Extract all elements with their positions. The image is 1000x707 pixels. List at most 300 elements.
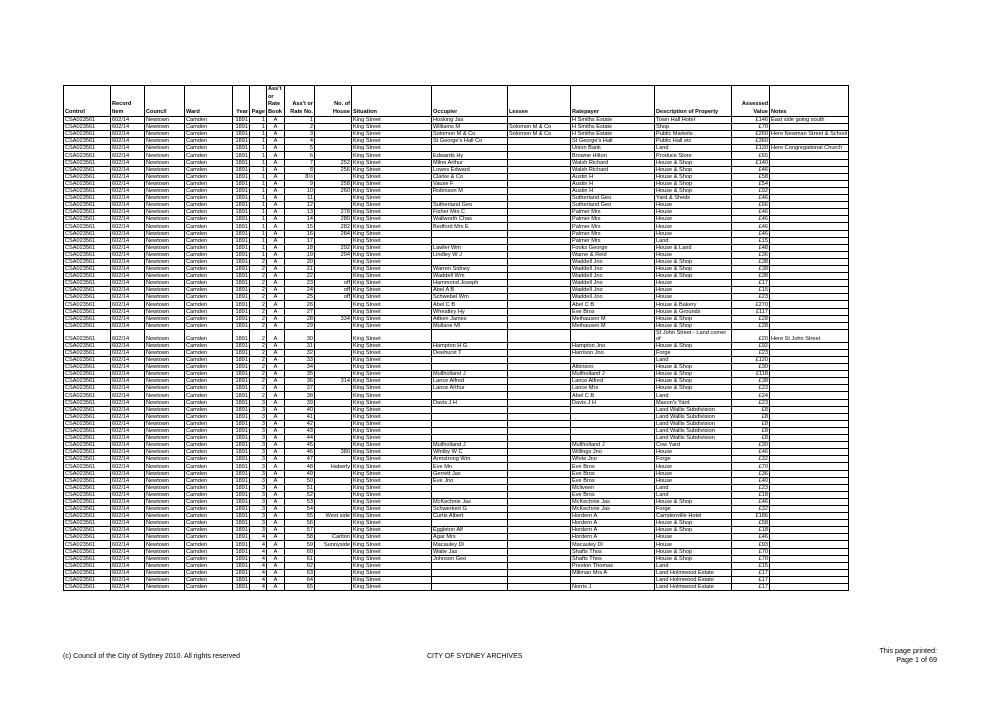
table-cell: CSA023561 xyxy=(64,456,111,463)
table-cell: Solomon M & Co xyxy=(508,124,571,131)
table-cell: King Street xyxy=(352,145,432,152)
table-cell: A xyxy=(267,491,285,498)
table-cell: Newtown xyxy=(145,216,185,223)
table-cell: off xyxy=(315,294,352,301)
table-cell: 602/14 xyxy=(111,195,145,202)
table-row xyxy=(64,442,849,449)
table-cell: Harrison Jno xyxy=(571,349,655,356)
table-cell: 4 xyxy=(250,569,267,576)
table-cell: 602/14 xyxy=(111,322,145,329)
table-cell xyxy=(315,152,352,159)
table-cell: King Street xyxy=(352,230,432,237)
table-cell: House xyxy=(655,449,732,456)
table-cell: Camden xyxy=(185,399,233,406)
table-cell xyxy=(770,223,849,230)
table-cell xyxy=(508,378,571,385)
table-row xyxy=(64,392,849,399)
table-row xyxy=(64,166,849,173)
table-cell: 51 xyxy=(285,484,315,491)
table-cell: Newtown xyxy=(145,513,185,520)
column-header: Page xyxy=(250,86,267,117)
table-cell: A xyxy=(267,145,285,152)
table-cell: 62 xyxy=(285,562,315,569)
table-cell: A xyxy=(267,287,285,294)
table-cell xyxy=(508,357,571,364)
table-cell: Newtown xyxy=(145,308,185,315)
table-cell: Carlton xyxy=(315,534,352,541)
table-cell: Hordern A xyxy=(571,534,655,541)
table-cell: 602/14 xyxy=(111,449,145,456)
table-cell xyxy=(770,202,849,209)
table-cell: Here St John Street xyxy=(770,329,849,342)
table-cell: CSA023561 xyxy=(64,413,111,420)
table-cell xyxy=(315,420,352,427)
table-cell: 9 xyxy=(285,180,315,187)
table-cell xyxy=(508,527,571,534)
table-cell: 1891 xyxy=(233,378,250,385)
table-cell: King Street xyxy=(352,280,432,287)
table-cell xyxy=(770,456,849,463)
table-cell: King Street xyxy=(352,138,432,145)
table-cell: 1891 xyxy=(233,301,250,308)
table-cell: £140 xyxy=(732,159,770,166)
table-cell: £24 xyxy=(732,392,770,399)
table-cell: CSA023561 xyxy=(64,223,111,230)
table-cell: 1891 xyxy=(233,399,250,406)
table-cell: 1891 xyxy=(233,406,250,413)
table-row xyxy=(64,357,849,364)
table-cell: Newtown xyxy=(145,392,185,399)
table-cell: £38 xyxy=(732,258,770,265)
table-cell: 41 xyxy=(285,413,315,420)
table-cell xyxy=(770,349,849,356)
table-cell: Newtown xyxy=(145,244,185,251)
table-cell: Land xyxy=(655,145,732,152)
table-cell: 33 xyxy=(285,357,315,364)
table-cell: House & Bakery xyxy=(655,301,732,308)
table-cell: Abel C B xyxy=(571,301,655,308)
table-cell: King Street xyxy=(352,131,432,138)
table-cell xyxy=(432,491,508,498)
table-row xyxy=(64,435,849,442)
table-cell: Camden xyxy=(185,230,233,237)
table-cell: £23 xyxy=(732,349,770,356)
column-header: Ass't or Rate Book xyxy=(267,86,285,117)
table-cell: Sutherland Geo xyxy=(432,202,508,209)
table-cell: A xyxy=(267,449,285,456)
table-cell: Millman Mrs A xyxy=(571,569,655,576)
table-cell: 54 xyxy=(285,505,315,512)
table-cell: Land xyxy=(655,484,732,491)
table-cell: Camden xyxy=(185,498,233,505)
table-cell xyxy=(508,230,571,237)
table-cell: £38 xyxy=(732,378,770,385)
table-cell xyxy=(571,406,655,413)
table-cell: 1891 xyxy=(233,385,250,392)
table-cell: King Street xyxy=(352,427,432,434)
table-cell: 602/14 xyxy=(111,223,145,230)
table-cell: Mullane Ml xyxy=(432,322,508,329)
table-cell: Willings Jno xyxy=(571,449,655,456)
table-cell: 1891 xyxy=(233,357,250,364)
table-cell: Newtown xyxy=(145,152,185,159)
table-cell: King Street xyxy=(352,187,432,194)
table-cell: Camden xyxy=(185,342,233,349)
table-cell: Camden xyxy=(185,456,233,463)
table-cell: £186 xyxy=(732,513,770,520)
table-cell: Newtown xyxy=(145,491,185,498)
table-cell: King Street xyxy=(352,484,432,491)
table-cell: Forge xyxy=(655,456,732,463)
table-cell: 1891 xyxy=(233,534,250,541)
table-cell: Mullholland J xyxy=(571,371,655,378)
table-cell: 602/14 xyxy=(111,187,145,194)
table-cell: £17 xyxy=(732,569,770,576)
table-cell: 1 xyxy=(250,195,267,202)
table-row xyxy=(64,187,849,194)
header-row xyxy=(64,86,849,117)
table-cell: King Street xyxy=(352,308,432,315)
table-cell: 602/14 xyxy=(111,265,145,272)
table-cell: King Street xyxy=(352,534,432,541)
table-cell: House & Shop xyxy=(655,371,732,378)
table-cell xyxy=(508,145,571,152)
table-cell: A xyxy=(267,456,285,463)
table-cell: 28 xyxy=(285,315,315,322)
table-cell: 64 xyxy=(285,576,315,583)
table-cell: Land Wallis Subdivision xyxy=(655,413,732,420)
table-cell: 10 xyxy=(285,187,315,194)
table-cell xyxy=(770,322,849,329)
table-cell: £118 xyxy=(732,371,770,378)
table-cell: House & Shop xyxy=(655,548,732,555)
table-cell: A xyxy=(267,413,285,420)
table-cell: 13 xyxy=(285,209,315,216)
table-cell xyxy=(315,491,352,498)
table-cell: 2 xyxy=(250,280,267,287)
table-row xyxy=(64,322,849,329)
table-cell xyxy=(770,364,849,371)
table-cell: White Jno xyxy=(571,456,655,463)
table-cell xyxy=(770,392,849,399)
table-cell xyxy=(315,173,352,180)
table-cell xyxy=(508,456,571,463)
table-cell: 29 xyxy=(285,322,315,329)
table-cell: 1891 xyxy=(233,322,250,329)
table-cell: CSA023561 xyxy=(64,230,111,237)
table-cell: House xyxy=(655,477,732,484)
table-cell: Newtown xyxy=(145,287,185,294)
table-cell: A xyxy=(267,202,285,209)
page-info xyxy=(879,646,937,664)
table-cell xyxy=(508,413,571,420)
table-row xyxy=(64,258,849,265)
table-cell: King Street xyxy=(352,513,432,520)
table-cell: A xyxy=(267,477,285,484)
table-cell xyxy=(432,258,508,265)
table-cell: House & Shop xyxy=(655,258,732,265)
table-cell: King Street xyxy=(352,195,432,202)
table-cell: Newtown xyxy=(145,378,185,385)
table-cell xyxy=(315,562,352,569)
table-cell: 3 xyxy=(250,484,267,491)
table-cell: Camden xyxy=(185,470,233,477)
table-cell: A xyxy=(267,435,285,442)
table-cell: 1891 xyxy=(233,435,250,442)
table-cell: 602/14 xyxy=(111,569,145,576)
table-cell: 602/14 xyxy=(111,562,145,569)
table-cell xyxy=(508,237,571,244)
table-cell: Aitken James xyxy=(432,315,508,322)
table-cell: Waddell Jno xyxy=(571,280,655,287)
table-cell: £23 xyxy=(732,294,770,301)
table-cell: Camden xyxy=(185,258,233,265)
table-cell: Newtown xyxy=(145,505,185,512)
table-row xyxy=(64,513,849,520)
table-cell: 3 xyxy=(250,406,267,413)
table-cell: 1891 xyxy=(233,520,250,527)
table-cell: A xyxy=(267,484,285,491)
table-cell xyxy=(508,138,571,145)
table-row xyxy=(64,378,849,385)
table-cell: A xyxy=(267,427,285,434)
table-cell xyxy=(315,124,352,131)
table-cell: CSA023561 xyxy=(64,138,111,145)
table-cell: House xyxy=(655,463,732,470)
table-cell: CSA023561 xyxy=(64,534,111,541)
table-cell: £260 xyxy=(732,131,770,138)
table-row xyxy=(64,180,849,187)
table-cell: 1 xyxy=(250,152,267,159)
table-cell: £46 xyxy=(732,449,770,456)
copyright-notice: (c) Council of the City of Sydney 2010. All rights reserved xyxy=(63,653,241,660)
table-cell: 1891 xyxy=(233,117,250,124)
table-cell: A xyxy=(267,378,285,385)
table-row xyxy=(64,173,849,180)
table-cell: £54 xyxy=(732,180,770,187)
table-row xyxy=(64,230,849,237)
table-cell: A xyxy=(267,237,285,244)
table-cell xyxy=(315,357,352,364)
table-row xyxy=(64,576,849,583)
table-cell: Newtown xyxy=(145,371,185,378)
table-cell: 260 xyxy=(315,187,352,194)
table-cell: House xyxy=(655,230,732,237)
table-cell: Land Holmwood Estate xyxy=(655,569,732,576)
table-cell: 602/14 xyxy=(111,420,145,427)
table-cell xyxy=(508,406,571,413)
table-cell: House xyxy=(655,251,732,258)
table-cell: Camden xyxy=(185,209,233,216)
table-cell: 602/14 xyxy=(111,273,145,280)
table-cell: Browne Hilton xyxy=(571,152,655,159)
table-cell: A xyxy=(267,329,285,342)
table-cell: Camden xyxy=(185,159,233,166)
table-cell: Land xyxy=(655,357,732,364)
table-cell: A xyxy=(267,265,285,272)
table-cell xyxy=(315,498,352,505)
table-cell: £18 xyxy=(732,527,770,534)
table-cell: CSA023561 xyxy=(64,265,111,272)
table-cell xyxy=(508,371,571,378)
table-cell: Newtown xyxy=(145,237,185,244)
table-cell: Camden xyxy=(185,449,233,456)
table-cell: Newtown xyxy=(145,251,185,258)
table-cell xyxy=(315,584,352,591)
table-cell: King Street xyxy=(352,180,432,187)
table-cell: A xyxy=(267,527,285,534)
table-cell: Preston Thomas xyxy=(571,562,655,569)
table-cell: 57 xyxy=(285,527,315,534)
table-cell: 602/14 xyxy=(111,427,145,434)
table-cell xyxy=(770,187,849,194)
table-cell: £46 xyxy=(732,209,770,216)
table-cell xyxy=(315,456,352,463)
table-cell xyxy=(508,209,571,216)
table-cell: Newtown xyxy=(145,322,185,329)
column-header: Ward xyxy=(185,86,233,117)
table-cell: 60 xyxy=(285,548,315,555)
table-cell: 21 xyxy=(285,265,315,272)
table-row xyxy=(64,159,849,166)
table-cell: 34 xyxy=(285,364,315,371)
table-cell xyxy=(508,562,571,569)
table-cell xyxy=(432,427,508,434)
table-cell: A xyxy=(267,364,285,371)
table-cell: 42 xyxy=(285,420,315,427)
table-cell: King Street xyxy=(352,569,432,576)
table-cell: 292 xyxy=(315,244,352,251)
table-cell: £46 xyxy=(732,498,770,505)
table-cell xyxy=(770,294,849,301)
table-cell: West side xyxy=(315,513,352,520)
table-cell: Newtown xyxy=(145,449,185,456)
table-cell: 1 xyxy=(250,223,267,230)
table-cell: 3 xyxy=(250,491,267,498)
table-cell: King Street xyxy=(352,258,432,265)
table-cell: 602/14 xyxy=(111,505,145,512)
table-cell xyxy=(508,569,571,576)
table-cell xyxy=(770,209,849,216)
table-cell xyxy=(571,329,655,342)
table-cell xyxy=(432,576,508,583)
table-cell: Lance Alfred xyxy=(571,378,655,385)
table-cell: Warne & Reid xyxy=(571,251,655,258)
table-cell xyxy=(315,477,352,484)
table-cell: House & Shop xyxy=(655,187,732,194)
table-cell: Newtown xyxy=(145,258,185,265)
table-cell xyxy=(770,406,849,413)
table-cell: CSA023561 xyxy=(64,378,111,385)
table-cell: House xyxy=(655,294,732,301)
table-cell: H Smiths Estate xyxy=(571,117,655,124)
table-cell: 3 xyxy=(285,131,315,138)
table-cell xyxy=(432,392,508,399)
table-cell: 58 xyxy=(285,534,315,541)
table-row xyxy=(64,195,849,202)
table-cell xyxy=(770,399,849,406)
table-cell: A xyxy=(267,223,285,230)
table-cell: Newtown xyxy=(145,159,185,166)
table-cell: 3 xyxy=(250,470,267,477)
table-cell: Vause F xyxy=(432,180,508,187)
table-cell: 1891 xyxy=(233,371,250,378)
table-cell: CSA023561 xyxy=(64,357,111,364)
table-cell: 280 xyxy=(315,216,352,223)
table-cell: Camden xyxy=(185,413,233,420)
table-cell: 1 xyxy=(250,173,267,180)
table-cell xyxy=(770,584,849,591)
table-cell: 65 xyxy=(285,584,315,591)
table-cell: 46 xyxy=(285,449,315,456)
table-cell xyxy=(315,273,352,280)
table-cell xyxy=(770,413,849,420)
table-cell: CSA023561 xyxy=(64,491,111,498)
table-cell: King Street xyxy=(352,449,432,456)
table-cell: Newtown xyxy=(145,442,185,449)
table-cell: Newtown xyxy=(145,273,185,280)
table-row xyxy=(64,138,849,145)
table-cell: House & Shop xyxy=(655,180,732,187)
table-cell: Camden xyxy=(185,294,233,301)
table-cell: off xyxy=(315,287,352,294)
table-cell: Camden xyxy=(185,442,233,449)
table-cell: 43 xyxy=(285,427,315,434)
table-cell: £93 xyxy=(732,541,770,548)
table-row xyxy=(64,265,849,272)
table-cell: 1891 xyxy=(233,491,250,498)
table-cell xyxy=(508,420,571,427)
table-cell: 284 xyxy=(315,230,352,237)
table-cell: 50 xyxy=(285,477,315,484)
table-cell: Eve Bros xyxy=(571,463,655,470)
table-cell: 4 xyxy=(250,541,267,548)
table-cell xyxy=(770,152,849,159)
table-cell xyxy=(315,385,352,392)
table-cell: Camden xyxy=(185,187,233,194)
table-cell xyxy=(770,273,849,280)
table-cell: 8½ xyxy=(285,173,315,180)
table-cell xyxy=(770,138,849,145)
table-cell: £70 xyxy=(732,124,770,131)
table-cell: Eve Mn xyxy=(432,463,508,470)
table-cell: 1891 xyxy=(233,477,250,484)
table-cell: 1891 xyxy=(233,456,250,463)
table-cell: 14 xyxy=(285,216,315,223)
table-cell: 3 xyxy=(250,520,267,527)
table-cell xyxy=(315,484,352,491)
table-cell: Newtown xyxy=(145,223,185,230)
table-cell: 602/14 xyxy=(111,173,145,180)
table-cell: 3 xyxy=(250,413,267,420)
table-cell: 278 xyxy=(315,209,352,216)
table-cell: 1 xyxy=(250,117,267,124)
table-cell: Camden xyxy=(185,406,233,413)
table-cell: Macauley Dl xyxy=(571,541,655,548)
table-cell: House & Shop xyxy=(655,265,732,272)
table-cell: King Street xyxy=(352,159,432,166)
table-cell: 258 xyxy=(315,180,352,187)
table-cell: 1 xyxy=(250,138,267,145)
table-cell: 1891 xyxy=(233,569,250,576)
table-cell: CSA023561 xyxy=(64,301,111,308)
table-cell: Waite Jas xyxy=(432,548,508,555)
table-cell: Land Wallis Subdivision xyxy=(655,420,732,427)
table-cell: Newtown xyxy=(145,413,185,420)
table-cell xyxy=(315,406,352,413)
table-cell: CSA023561 xyxy=(64,584,111,591)
table-row xyxy=(64,216,849,223)
